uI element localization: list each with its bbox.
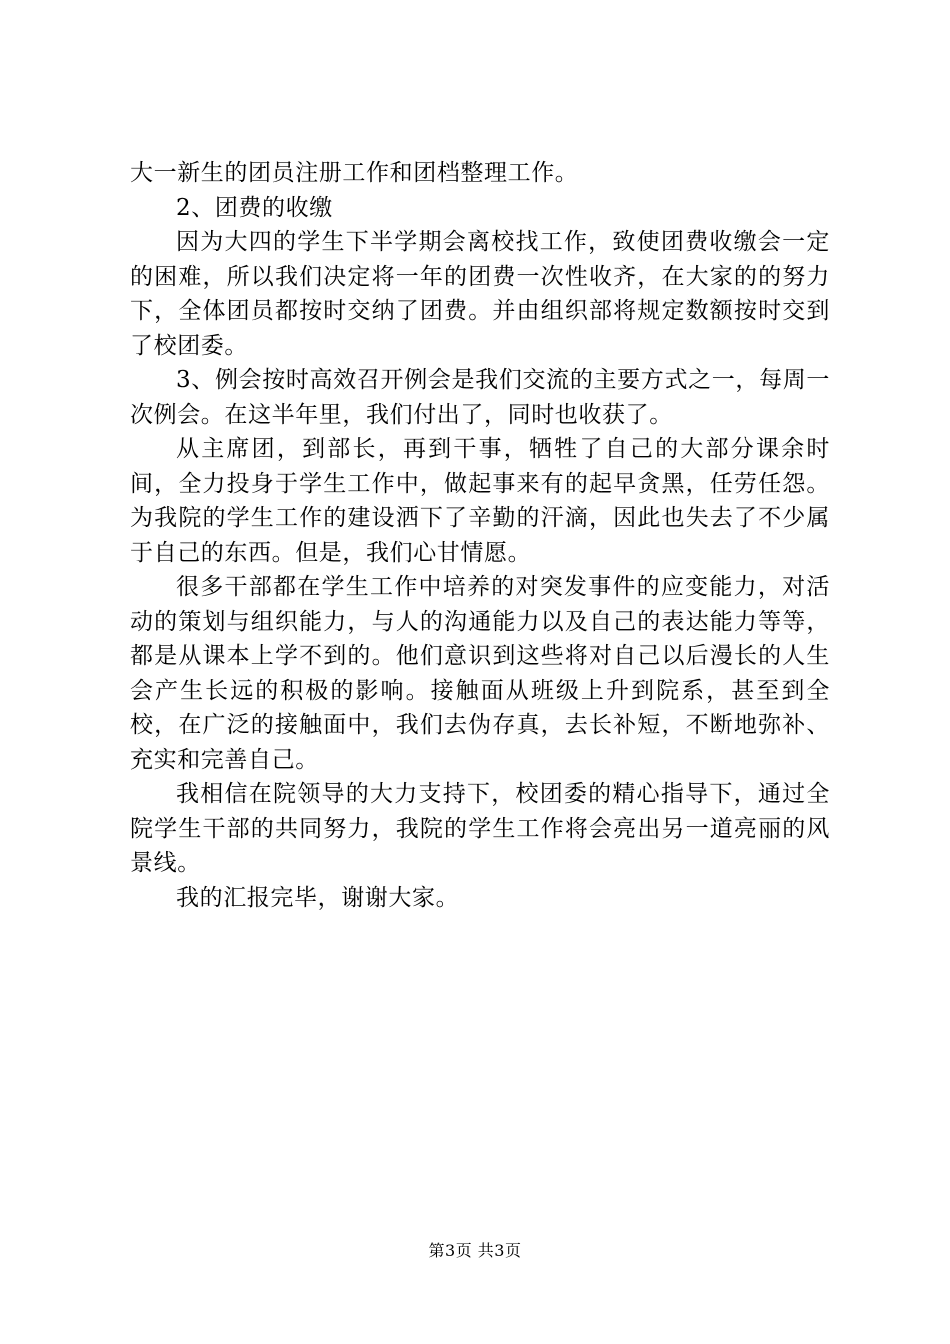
paragraph-heading-fee-collection: 2、团费的收缴 [176,194,333,221]
page-number-footer: 第3页 共3页 [428,1241,522,1260]
paragraph-closing: 我的汇报完毕，谢谢大家。 [176,884,460,911]
paragraph-sacrifice: 从主席团，到部长，再到干事，牺牲了自己的大部分课余时间，全力投身于学生工作中，做起事来有的起早贪黑，任劳任怨。为我院的学生工作的建设洒下了辛勤的汗滴，因此也失去了不少属于自己的东西。但是，我们心甘情愿。 [130,436,830,566]
paragraph-weekly-meeting: 3、例会按时高效召开例会是我们交流的主要方式之一，每周一次例会。在这半年里，我们付出了，同时也收获了。 [130,367,830,428]
paragraph-confidence: 我相信在院领导的大力支持下，校团委的精心指导下，通过全院学生干部的共同努力，我院的学生工作将会亮出另一道亮丽的风景线。 [130,781,830,876]
paragraph-fee-collection: 因为大四的学生下半学期会离校找工作，致使团费收缴会一定的困难，所以我们决定将一年的团费一次性收齐，在大家的的努力下，全体团员都按时交纳了团费。并由组织部将规定数额按时交到了校团委。 [130,229,830,359]
document-body [130,156,830,915]
paragraph-abilities: 很多干部都在学生工作中培养的对突发事件的应变能力，对活动的策划与组织能力，与人的沟通能力以及自己的表达能力等等，都是从课本上学不到的。他们意识到这些将对自己以后漫长的人生会产生长远的积极的影响。接触面从班级上升到院系，甚至到全校，在广泛的接触面中，我们去伪存真，去长补短，不断地弥补、充实和完善自己。 [130,574,830,773]
paragraph-continuation: 大一新生的团员注册工作和团档整理工作。 [130,160,579,186]
